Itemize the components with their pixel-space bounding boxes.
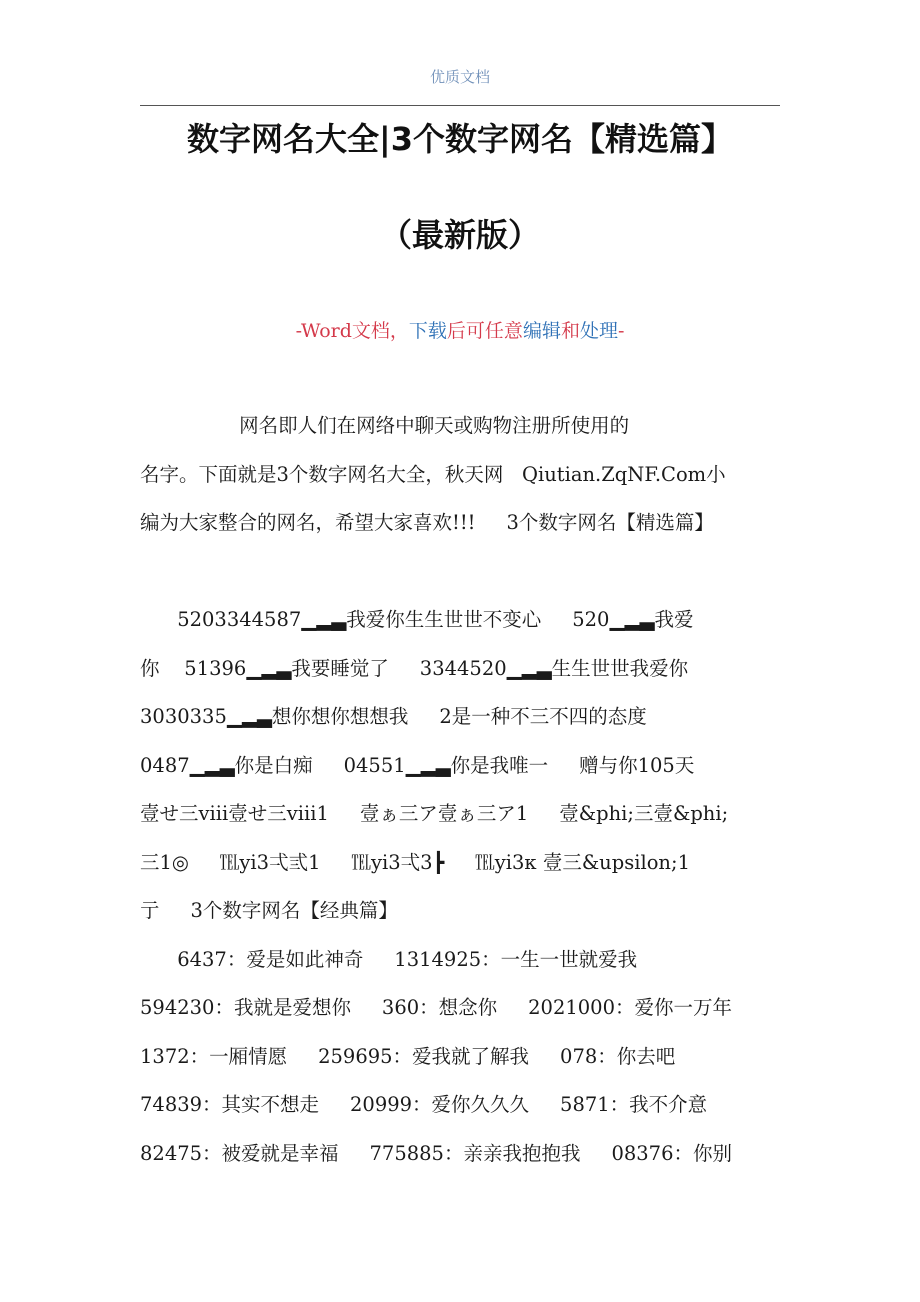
page-title-version: （最新版） [379, 216, 540, 254]
body-line: 1372：一厢情愿 259695：爱我就了解我 078：你去吧 [140, 1044, 676, 1068]
body-text [140, 402, 800, 1178]
header-text: 优质文档 [429, 68, 490, 86]
body-line: 名字。下面就是3个数字网名大全，秋天网 Qiutian.ZqNF.Com小 [140, 462, 726, 486]
body-line: 网名即人们在网络中聊天或购物注册所使用的 [140, 414, 630, 437]
subtitle-note [0, 316, 920, 343]
body-line: 6437：爱是如此神奇 1314925：一生一世就爱我 [140, 947, 638, 971]
body-line: 82475：被爱就是幸福 775885：亲亲我抱抱我 08376：你别 [140, 1141, 732, 1165]
body-line: 0487▁▂▃你是白痴 04551▁▂▃你是我唯一 赠与你105天 [140, 753, 695, 777]
body-line-blank [140, 548, 800, 597]
subtitle-part: 处理 [579, 320, 618, 342]
page-title: 数字网名大全|3个数字网名【精选篇】 [187, 120, 733, 158]
body-line: 594230：我就是爱想你 360：想念你 2021000：爱你一万年 [140, 996, 732, 1019]
body-line: 74839：其实不想走 20999：爱你久久久 5871：我不介意 [140, 1093, 708, 1116]
body-line: 亍 3个数字网名【经典篇】 [140, 899, 398, 922]
body-line: 壹せ三ⅷ壹せ三ⅷ1 壹ぁ三ア壹ぁ三ア1 壹&phi;三壹&phi; [140, 802, 729, 825]
subtitle-part: 下载 [408, 320, 447, 342]
body-line: 你 51396▁▂▃我要睡觉了 3344520▁▂▃生生世世我爱你 [140, 656, 689, 680]
subtitle-part: -Word [295, 320, 352, 342]
body-line: 编为大家整合的网名，希望大家喜欢!!! 3个数字网名【精选篇】 [140, 511, 714, 534]
subtitle-part: 编辑 [522, 320, 561, 342]
subtitle-part: 文档， [351, 320, 409, 342]
subtitle-part: - [617, 320, 625, 342]
header-divider [140, 105, 780, 106]
body-line: 3030335▁▂▃想你想你想想我 2是一种不三不四的态度 [140, 705, 647, 728]
subtitle-part: 后可任意 [446, 320, 523, 342]
body-line: 5203344587▁▂▃我爱你生生世世不变心 520▁▂▃我爱 [140, 608, 694, 631]
subtitle-part: 和 [560, 320, 580, 342]
body-line: 三1◎ ℡yi3弌弎1 ℡yi3弌3┣ ℡yi3κ 壹三&upsilon;1 [140, 850, 690, 874]
